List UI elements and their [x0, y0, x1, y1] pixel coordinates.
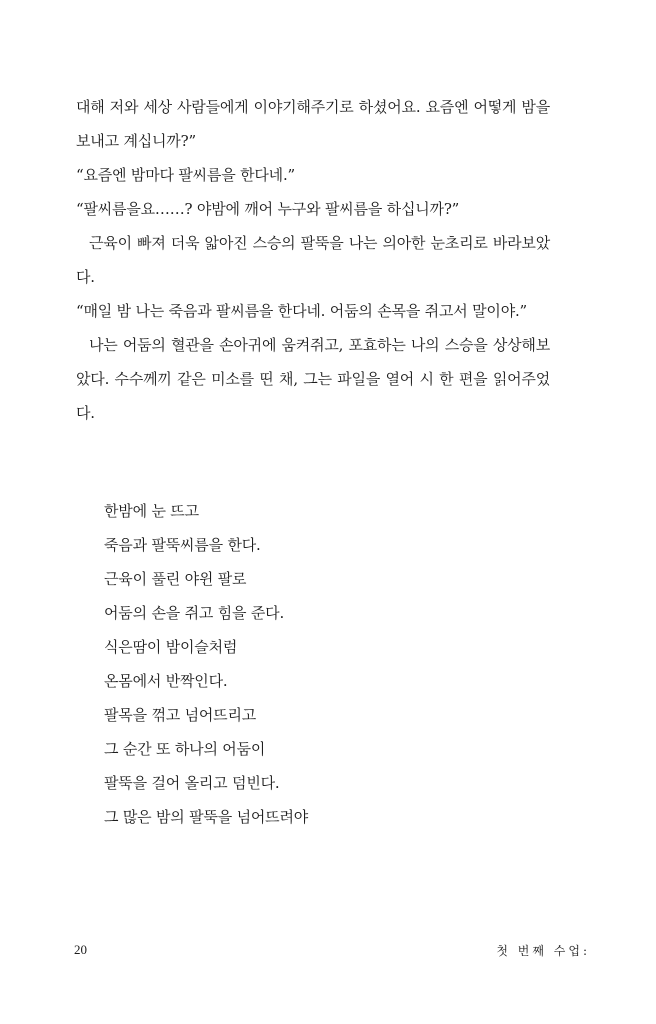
poem-line: 죽음과 팔뚝씨름을 한다. [104, 536, 261, 554]
poem-line: 팔목을 꺾고 넘어뜨리고 [104, 706, 257, 724]
page-number: 20 [74, 942, 87, 957]
poem [104, 494, 524, 834]
poem-line: 한밤에 눈 뜨고 [104, 502, 199, 520]
poem-line: 그 순간 또 하나의 어둠이 [104, 740, 266, 758]
poem-line: 팔뚝을 걸어 올리고 덤빈다. [104, 774, 280, 792]
prose-body [76, 90, 550, 430]
paragraph: “요즘엔 밤마다 팔씨름을 한다네.” [76, 166, 295, 184]
running-chapter-title: 첫 번째 수업: [496, 944, 590, 958]
poem-line: 온몸에서 반짝인다. [104, 672, 228, 690]
paragraph: “팔씨름을요……? 야밤에 깨어 누구와 팔씨름을 하십니까?” [76, 200, 460, 218]
paragraph: 나는 어둠의 혈관을 손아귀에 움켜쥐고, 포효하는 나의 스승을 상상해보았다. 수수께끼 같은 미소를 띤 채, 그는 파일을 열어 시 한 편을 읽어주었다. [76, 336, 550, 422]
poem-line: 어둠의 손을 쥐고 힘을 준다. [104, 604, 285, 622]
paragraph: “매일 밤 나는 죽음과 팔씨름을 한다네. 어둠의 손목을 쥐고서 말이야.” [76, 302, 528, 320]
poem-line: 그 많은 밤의 팔뚝을 넘어뜨려야 [104, 808, 309, 826]
paragraph: 근육이 빠져 더욱 앏아진 스승의 팔뚝을 나는 의아한 눈초리로 바라보았다. [76, 234, 550, 286]
paragraph: 대해 저와 세상 사람들에게 이야기해주기로 하셨어요. 요즘엔 어떻게 밤을 보내고 계십니까?” [76, 98, 550, 150]
poem-line: 근육이 풀린 야윈 팔로 [104, 570, 247, 588]
poem-line: 식은땀이 밤이슬처럼 [104, 638, 238, 656]
